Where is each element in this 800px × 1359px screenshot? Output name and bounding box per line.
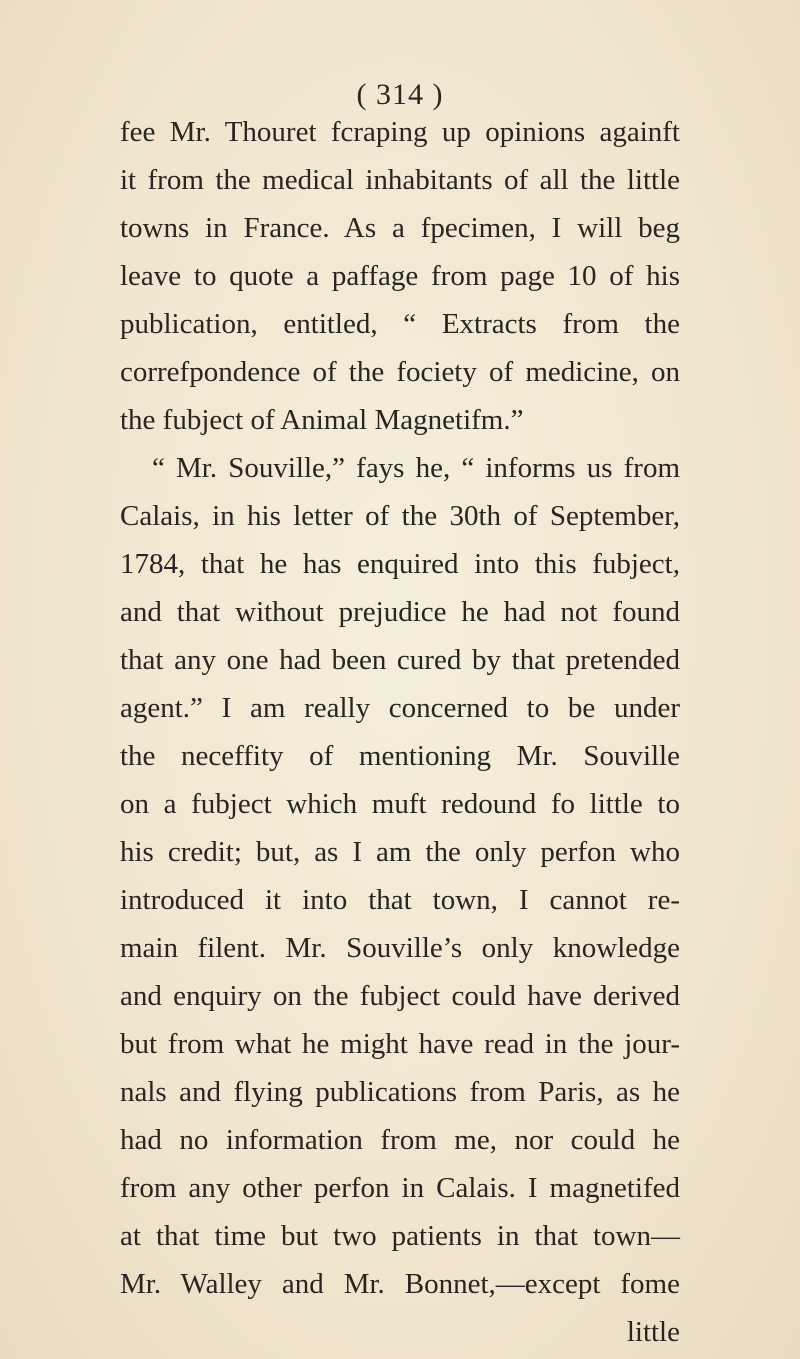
text-line: Calais, in his letter of the 30th of September, [120, 500, 680, 532]
text-line: on a fubject which muft redound fo little to [120, 788, 680, 820]
text-line: his credit; but, as I am the only perfon who [120, 836, 680, 868]
text-line: and that without prejudice he had not found [120, 596, 680, 628]
text-line: Mr. Walley and Mr. Bonnet,—except fome [120, 1268, 680, 1300]
text-line: but from what he might have read in the jour- [120, 1028, 680, 1060]
text-line: and enquiry on the fubject could have derived [120, 980, 680, 1012]
text-line: leave to quote a paffage from page 10 of his [120, 260, 680, 292]
text-line: correfpondence of the fociety of medicine, on [120, 356, 680, 388]
text-line: main filent. Mr. Souville’s only knowledge [120, 932, 680, 964]
catchword: little [626, 1316, 680, 1348]
text-line: fee Mr. Thouret fcraping up opinions againft [120, 116, 680, 148]
text-line: “ Mr. Souville,” fays he, “ informs us from [152, 452, 680, 484]
text-line: towns in France. As a fpecimen, I will beg [120, 212, 680, 244]
text-line: had no information from me, nor could he [120, 1124, 680, 1156]
text-line: agent.” I am really concerned to be under [120, 692, 680, 724]
text-line: it from the medical inhabitants of all the little [120, 164, 680, 196]
text-line: introduced it into that town, I cannot re- [120, 884, 680, 916]
page-number-header: ( 314 ) [356, 78, 444, 111]
page-body-text [120, 108, 680, 1356]
text-line: nals and flying publications from Paris, as he [120, 1076, 680, 1108]
text-line: publication, entitled, “ Extracts from the [120, 308, 680, 340]
text-line: the fubject of Animal Magnetifm.” [120, 404, 524, 436]
text-line: 1784, that he has enquired into this fubject, [120, 548, 680, 580]
text-line: the neceffity of mentioning Mr. Souville [120, 740, 680, 772]
text-line: that any one had been cured by that pretended [120, 644, 680, 676]
text-line: at that time but two patients in that town— [120, 1220, 680, 1252]
text-line: from any other perfon in Calais. I magnetifed [120, 1172, 680, 1204]
